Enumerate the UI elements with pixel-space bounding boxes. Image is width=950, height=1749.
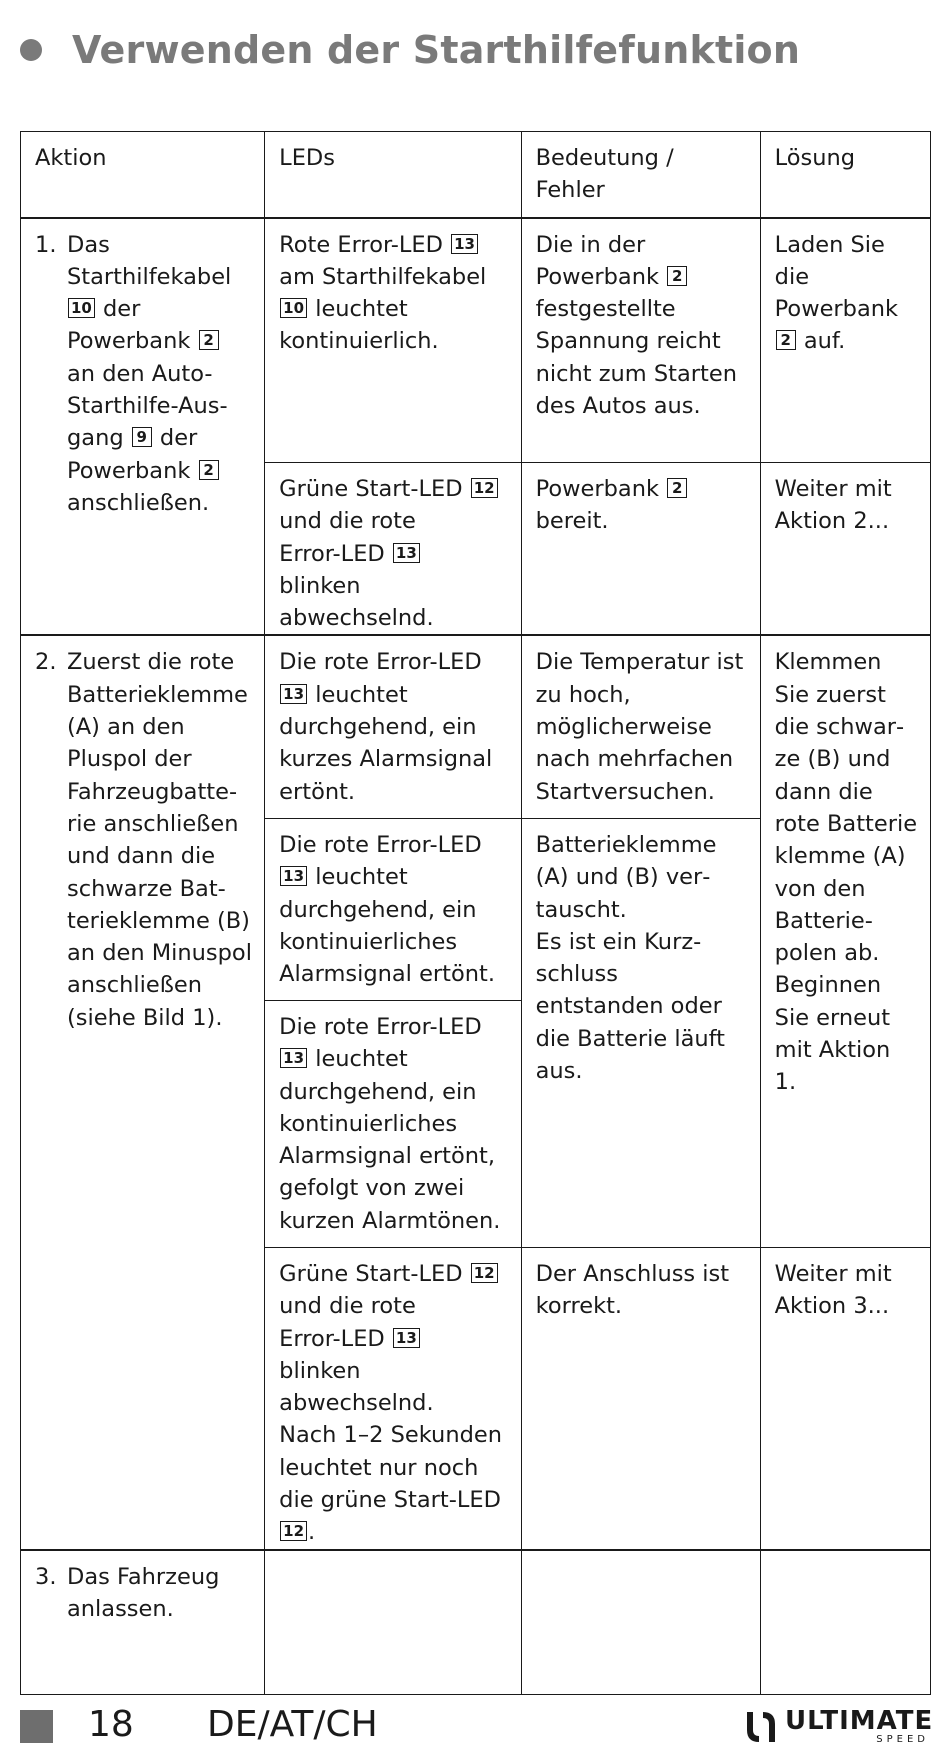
bullet-icon [20,39,42,61]
heading-text: Verwenden der Starthilfefunktion [72,28,801,72]
meaning-2a-cell: Die Temperatur ist zu hoch, möglicherweise nach mehrfachen Startversuchen. [521,635,760,818]
action-2-cell: 2. Zuerst die rote Batterieklemme (A) an den Pluspol der Fahrzeugbatterie anschließen und dann die schwarze Batterieklemme (B) an den Minuspol anschließen (siehe Bild 1). [21,635,265,1549]
meaning-1b-cell: Powerbank 2 bereit. [521,463,760,636]
ref-badge-13: 13 [451,234,478,254]
table-row [21,218,931,463]
ref-badge-2: 2 [199,330,219,350]
ref-badge-13: 13 [280,866,307,886]
page-number: 18 [88,1704,134,1745]
ref-badge-2: 2 [776,330,796,350]
meaning-3-cell [521,1550,760,1695]
header-meaning: Bedeutung / Fehler [521,132,760,218]
ref-badge-13: 13 [393,1328,420,1348]
ref-badge-2: 2 [667,266,687,286]
solution-1a-cell: Laden Sie die Powerbank 2 auf. [760,218,930,463]
page-footer [20,1700,934,1749]
table-header-row [21,132,931,218]
meaning-2d-cell: Der Anschluss ist korrekt. [521,1247,760,1549]
table-row [21,1550,931,1695]
led-3-cell [265,1550,521,1695]
header-action: Aktion [21,132,265,218]
brand-logo [741,1706,934,1746]
ref-badge-9: 9 [132,427,152,447]
action-1-cell: 1. Das Starthilfekabel 10 der Powerbank 2 an den Auto- Starthilfe-Aus- gang 9 der Powerbank 2 anschließen. [21,218,265,636]
ref-badge-2: 2 [199,460,219,480]
led-2d-cell: Grüne Start-LED 12 und die rote Error-LED 13 blinken abwechselnd. Nach 1–2 Sekunden leuchtet nur noch die grüne Start-LED 12 . [265,1247,521,1549]
solution-1b-cell: Weiter mit Aktion 2... [760,463,930,636]
ref-badge-10: 10 [68,298,95,318]
table-row [21,635,931,818]
ref-badge-13: 13 [280,1048,307,1068]
solution-2abc-cell: Klemmen Sie zuerst die schwarze (B) und dann die rote Batterie klemme (A) von den Batteriepolen ab. Beginnen Sie erneut mit Aktion 1. [760,635,930,1247]
led-2a-cell: Die rote Error-LED 13 leuchtet durchgehend, ein kurzes Alarmsignal ertönt. [265,635,521,818]
solution-3-cell [760,1550,930,1695]
led-2c-cell: Die rote Error-LED 13 leuchtet durchgehend, ein kontinuierliches Alarmsignal ertönt, gefolgt von zwei kurzen Alarmtönen. [265,1000,521,1247]
brand-subtitle: SPEED [876,1734,929,1745]
ref-badge-13: 13 [280,684,307,704]
ref-badge-12: 12 [280,1521,307,1541]
jump-start-table [20,131,931,1695]
header-solution: Lösung [760,132,930,218]
brand-mark-icon [741,1708,781,1746]
ref-badge-2: 2 [667,478,687,498]
ref-badge-12: 12 [471,1263,498,1283]
led-1a-cell: Rote Error-LED 13 am Starthilfekabel 10 leuchtet kontinuierlich. [265,218,521,463]
header-leds: LEDs [265,132,521,218]
region-label: DE/AT/CH [207,1704,378,1745]
footer-square-icon [20,1710,53,1743]
led-2b-cell: Die rote Error-LED 13 leuchtet durchgehend, ein kontinuierliches Alarmsignal ertönt. [265,818,521,1000]
section-heading [20,28,800,72]
led-1b-cell: Grüne Start-LED 12 und die rote Error-LED 13 blinken abwechselnd. [265,463,521,636]
meaning-2bc-cell: Batterieklemme (A) und (B) vertauscht. Es ist ein Kurzschluss entstanden oder die Batterie läuft aus. [521,818,760,1247]
brand-name: ULTIMATE [785,1706,934,1736]
ref-badge-10: 10 [280,298,307,318]
ref-badge-13: 13 [393,543,420,563]
meaning-1a-cell: Die in der Powerbank 2 festgestellte Spannung reicht nicht zum Starten des Autos aus. [521,218,760,463]
solution-2d-cell: Weiter mit Aktion 3... [760,1247,930,1549]
ref-badge-12: 12 [471,478,498,498]
action-3-cell: 3. Das Fahrzeug anlassen. [21,1550,265,1695]
